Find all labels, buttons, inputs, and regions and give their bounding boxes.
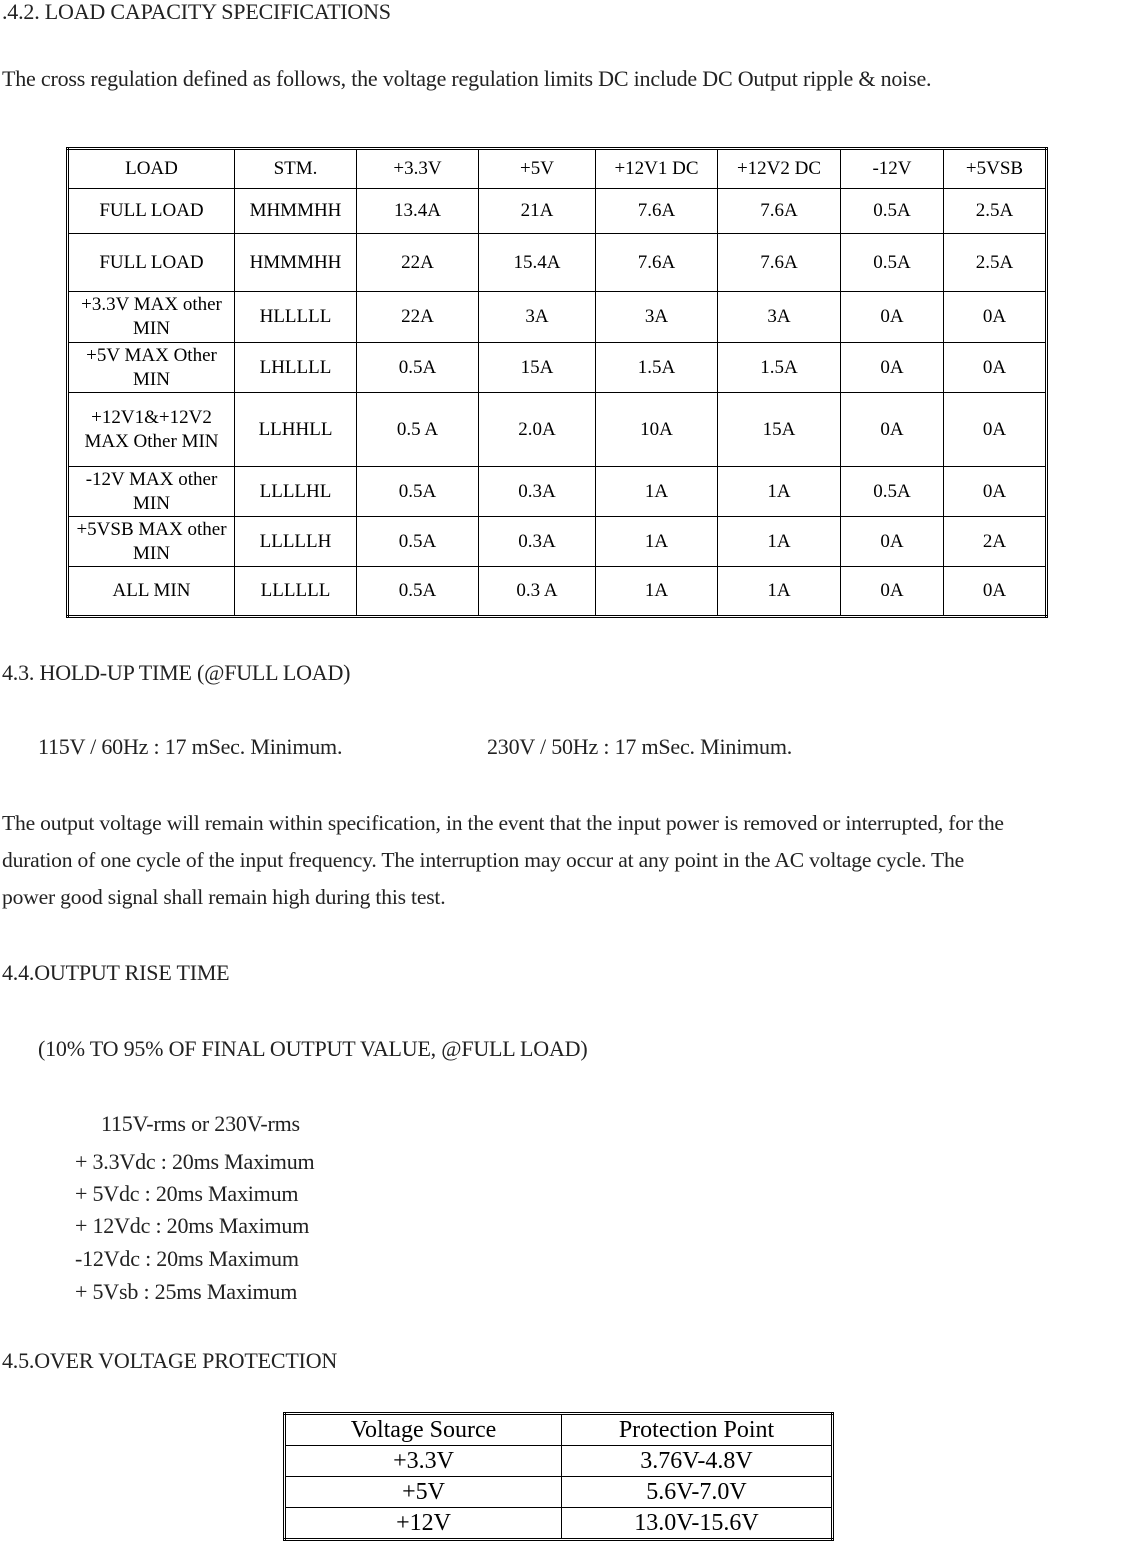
table-cell: 15.4A xyxy=(479,234,596,292)
table-cell: 1A xyxy=(596,517,718,567)
hold-up-spec-115v: 115V / 60Hz : 17 mSec. Minimum. xyxy=(38,734,343,759)
table-cell: ALL MIN xyxy=(68,567,235,617)
table-cell: 0.3A xyxy=(479,517,596,567)
table-cell: 15A xyxy=(718,393,841,467)
table-cell: 0A xyxy=(841,292,944,343)
load-capacity-table xyxy=(66,147,1048,618)
section-4-2-intro: The cross regulation defined as follows, the voltage regulation limits DC include DC Output ripple & noise. xyxy=(2,66,932,91)
table-cell: 10A xyxy=(596,393,718,467)
table-cell: 0A xyxy=(841,393,944,467)
table-cell: 0A xyxy=(944,343,1047,393)
col-header: Protection Point xyxy=(562,1414,833,1446)
table-row xyxy=(68,292,1047,343)
table-cell: 0.3A xyxy=(479,467,596,517)
table-cell: FULL LOAD xyxy=(68,234,235,292)
table-cell: +3.3V MAX other MIN xyxy=(68,292,235,343)
table-cell: 0.5A xyxy=(841,189,944,234)
col-header: +12V2 DC xyxy=(718,149,841,189)
col-header: +5V xyxy=(479,149,596,189)
table-cell: +12V xyxy=(285,1508,562,1540)
table-cell: 5.6V-7.0V xyxy=(562,1477,833,1508)
table-cell: 1A xyxy=(596,467,718,517)
table-cell: 0.5A xyxy=(357,467,479,517)
hold-up-paragraph-line-3: power good signal shall remain high during this test. xyxy=(2,885,446,909)
table-cell: +3.3V xyxy=(285,1446,562,1477)
table-cell: 15A xyxy=(479,343,596,393)
table-row xyxy=(68,189,1047,234)
table-cell: 2.5A xyxy=(944,234,1047,292)
table-cell: 1A xyxy=(596,567,718,617)
table-cell: 1.5A xyxy=(718,343,841,393)
table-row xyxy=(285,1477,833,1508)
table-row xyxy=(285,1446,833,1477)
table-cell: LHLLLL xyxy=(235,343,357,393)
col-header: +12V1 DC xyxy=(596,149,718,189)
table-cell: 0.5A xyxy=(357,567,479,617)
table-cell: LLLLHL xyxy=(235,467,357,517)
table-cell: 2.0A xyxy=(479,393,596,467)
table-cell: 7.6A xyxy=(596,234,718,292)
rise-time-condition: (10% TO 95% OF FINAL OUTPUT VALUE, @FULL LOAD) xyxy=(38,1036,588,1061)
table-cell: +12V1&+12V2 MAX Other MIN xyxy=(68,393,235,467)
col-header: -12V xyxy=(841,149,944,189)
table-cell: 1.5A xyxy=(596,343,718,393)
table-cell: 0.5A xyxy=(357,517,479,567)
table-cell: 0.3 A xyxy=(479,567,596,617)
table-cell: LLHHLL xyxy=(235,393,357,467)
hold-up-paragraph-line-1: The output voltage will remain within specification, in the event that the input power is removed or interrupted, for the xyxy=(2,811,1004,835)
table-row xyxy=(68,517,1047,567)
table-row xyxy=(68,393,1047,467)
col-header: Voltage Source xyxy=(285,1414,562,1446)
table-cell: 3.76V-4.8V xyxy=(562,1446,833,1477)
table-cell: 0A xyxy=(944,467,1047,517)
table-cell: MHMMHH xyxy=(235,189,357,234)
table-cell: 2.5A xyxy=(944,189,1047,234)
table-cell: 7.6A xyxy=(718,234,841,292)
table-cell: 2A xyxy=(944,517,1047,567)
table-cell: 0.5A xyxy=(357,343,479,393)
table-row xyxy=(68,567,1047,617)
hold-up-paragraph-line-2: duration of one cycle of the input frequency. The interruption may occur at any point in the AC voltage cycle. The xyxy=(2,848,965,872)
table-cell: +5V MAX Other MIN xyxy=(68,343,235,393)
table-cell: 7.6A xyxy=(718,189,841,234)
col-header: LOAD xyxy=(68,149,235,189)
section-4-2-heading: .4.2. LOAD CAPACITY SPECIFICATIONS xyxy=(2,0,391,24)
table-cell: 0A xyxy=(944,393,1047,467)
table-cell: 22A xyxy=(357,292,479,343)
table-row xyxy=(68,467,1047,517)
table-cell: 3A xyxy=(596,292,718,343)
table-cell: 1A xyxy=(718,517,841,567)
table-cell: +5V xyxy=(285,1477,562,1508)
table-row xyxy=(68,343,1047,393)
rise-time-item-3-3v: + 3.3Vdc : 20ms Maximum xyxy=(75,1149,315,1174)
table-header-row xyxy=(285,1414,833,1446)
rise-time-item-5v: + 5Vdc : 20ms Maximum xyxy=(75,1181,299,1206)
table-cell: 0A xyxy=(944,292,1047,343)
over-voltage-protection-table xyxy=(283,1412,834,1541)
table-cell: 3A xyxy=(718,292,841,343)
table-cell: LLLLLH xyxy=(235,517,357,567)
table-cell: 0A xyxy=(841,567,944,617)
table-cell: 1A xyxy=(718,467,841,517)
table-cell: 0.5A xyxy=(841,234,944,292)
section-4-3-heading: 4.3. HOLD-UP TIME (@FULL LOAD) xyxy=(2,660,351,685)
table-cell: HMMMHH xyxy=(235,234,357,292)
col-header: +5VSB xyxy=(944,149,1047,189)
table-cell: HLLLLL xyxy=(235,292,357,343)
section-4-4-heading: 4.4.OUTPUT RISE TIME xyxy=(2,960,230,985)
table-cell: +5VSB MAX other MIN xyxy=(68,517,235,567)
col-header: STM. xyxy=(235,149,357,189)
hold-up-spec-230v: 230V / 50Hz : 17 mSec. Minimum. xyxy=(487,734,793,759)
table-cell: -12V MAX other MIN xyxy=(68,467,235,517)
table-row xyxy=(285,1508,833,1540)
table-row xyxy=(68,234,1047,292)
table-cell: 0A xyxy=(944,567,1047,617)
table-cell: FULL LOAD xyxy=(68,189,235,234)
table-cell: 13.0V-15.6V xyxy=(562,1508,833,1540)
rise-time-item-5vsb: + 5Vsb : 25ms Maximum xyxy=(75,1279,298,1304)
table-cell: 0.5 A xyxy=(357,393,479,467)
table-cell: 3A xyxy=(479,292,596,343)
col-header: +3.3V xyxy=(357,149,479,189)
table-cell: 21A xyxy=(479,189,596,234)
table-cell: LLLLLL xyxy=(235,567,357,617)
table-cell: 0A xyxy=(841,343,944,393)
table-cell: 22A xyxy=(357,234,479,292)
rise-time-item-neg12v: -12Vdc : 20ms Maximum xyxy=(75,1246,299,1271)
table-header-row xyxy=(68,149,1047,189)
table-cell: 7.6A xyxy=(596,189,718,234)
table-cell: 1A xyxy=(718,567,841,617)
section-4-5-heading: 4.5.OVER VOLTAGE PROTECTION xyxy=(2,1348,338,1373)
rise-time-item-12v: + 12Vdc : 20ms Maximum xyxy=(75,1213,310,1238)
table-cell: 0.5A xyxy=(841,467,944,517)
table-cell: 0A xyxy=(841,517,944,567)
table-cell: 13.4A xyxy=(357,189,479,234)
rise-time-input: 115V-rms or 230V-rms xyxy=(101,1111,300,1136)
